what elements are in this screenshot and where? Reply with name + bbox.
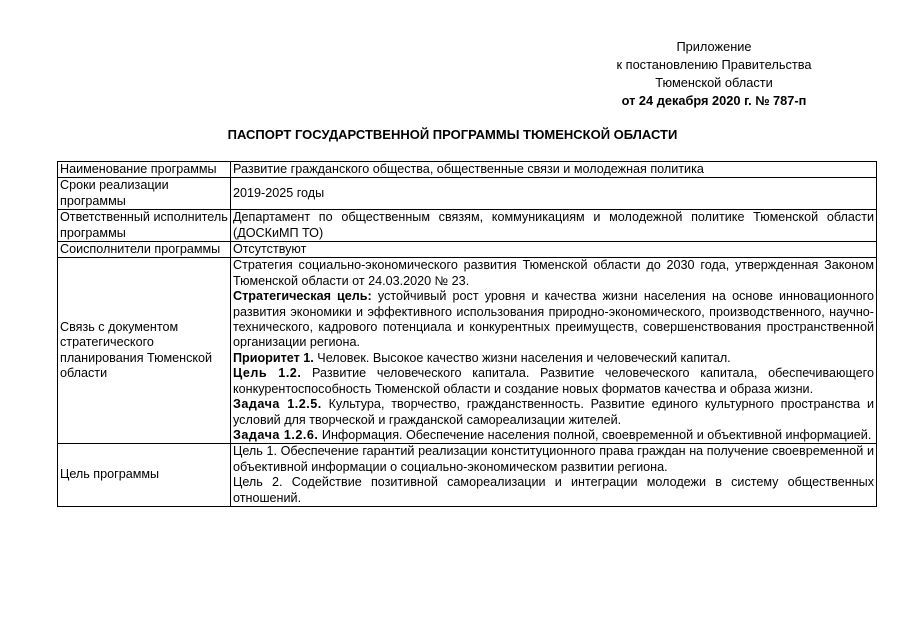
goal-label: Цель 1.2. <box>233 366 302 381</box>
task-label: Задача 1.2.5. <box>233 397 322 412</box>
strategy-paragraph <box>233 289 874 351</box>
appendix-decree: от 24 декабря 2020 г. № 787-п <box>621 93 807 108</box>
table-row <box>58 242 877 258</box>
row-label: Наименование программы <box>58 162 231 178</box>
strategy-goal-text: устойчивый рост уровня и качества жизни населения на основе инновационного развития экономики и эффективного использования природно-экономического, производственного, научно-технического, кадрового потенциала и конкурентных преимуществ, совершенствования пространственной организации региона. <box>233 289 874 350</box>
row-value <box>231 258 877 444</box>
strategy-goal-label: Стратегическая цель: <box>233 289 372 304</box>
priority-label: Приоритет 1. <box>233 350 314 365</box>
goal-text: Развитие человеческого капитала. Развитие человеческого капитала, обеспечивающего конкурентоспособность Тюменской области и создание новых форматов качества и образа жизни. <box>233 366 875 396</box>
appendix-block <box>560 38 868 110</box>
priority-text: Человек. Высокое качество жизни населения и человеческий капитал. <box>313 350 731 365</box>
row-label: Связь с документом стратегического планирования Тюменской области <box>58 258 231 444</box>
row-value: 2019-2025 годы <box>231 178 877 210</box>
table-row <box>58 258 877 444</box>
table-row <box>58 210 877 242</box>
goal-paragraph: Цель 2. Содействие позитивной самореализации и интеграции молодежи в систему общественных отношений. <box>233 475 874 505</box>
appendix-line: Приложение <box>676 39 752 54</box>
strategy-paragraph <box>233 351 874 366</box>
row-value: Развитие гражданского общества, общественные связи и молодежная политика <box>231 162 877 178</box>
appendix-line: Тюменской области <box>655 75 773 90</box>
task-text: Информация. Обеспечение населения полной, своевременной и объективной информацией. <box>318 427 872 442</box>
row-value: Отсутствуют <box>231 242 877 258</box>
appendix-line: к постановлению Правительства <box>616 57 812 72</box>
goal-paragraph: Цель 1. Обеспечение гарантий реализации конституционного права граждан на получение своевременной и объективной информации о социально-экономическом развитии региона. <box>233 444 874 474</box>
strategy-paragraph: Стратегия социально-экономического развития Тюменской области до 2030 года, утвержденная Законом Тюменской области от 24.03.2020 № 23. <box>233 258 874 288</box>
row-value: Департамент по общественным связям, коммуникациям и молодежной политике Тюменской области (ДОСКиМП ТО) <box>231 210 877 242</box>
strategy-paragraph <box>233 366 874 397</box>
row-value <box>231 444 877 507</box>
table-row <box>58 444 877 507</box>
strategy-paragraph <box>233 397 874 428</box>
table-row <box>58 162 877 178</box>
row-label: Соисполнители программы <box>58 242 231 258</box>
task-label: Задача 1.2.6. <box>233 427 319 442</box>
task-text: Культура, творчество, гражданственность. Развитие единого культурного пространства и условий для творческой и гражданской самореализации жителей. <box>233 397 875 427</box>
document-title: ПАСПОРТ ГОСУДАРСТВЕННОЙ ПРОГРАММЫ ТЮМЕНСКОЙ ОБЛАСТИ <box>227 127 678 142</box>
row-label: Цель программы <box>58 444 231 507</box>
passport-table <box>57 161 877 507</box>
strategy-paragraph <box>233 428 874 443</box>
row-label: Ответственный исполнитель программы <box>58 210 231 242</box>
table-row <box>58 178 877 210</box>
row-label: Сроки реализации программы <box>58 178 231 210</box>
